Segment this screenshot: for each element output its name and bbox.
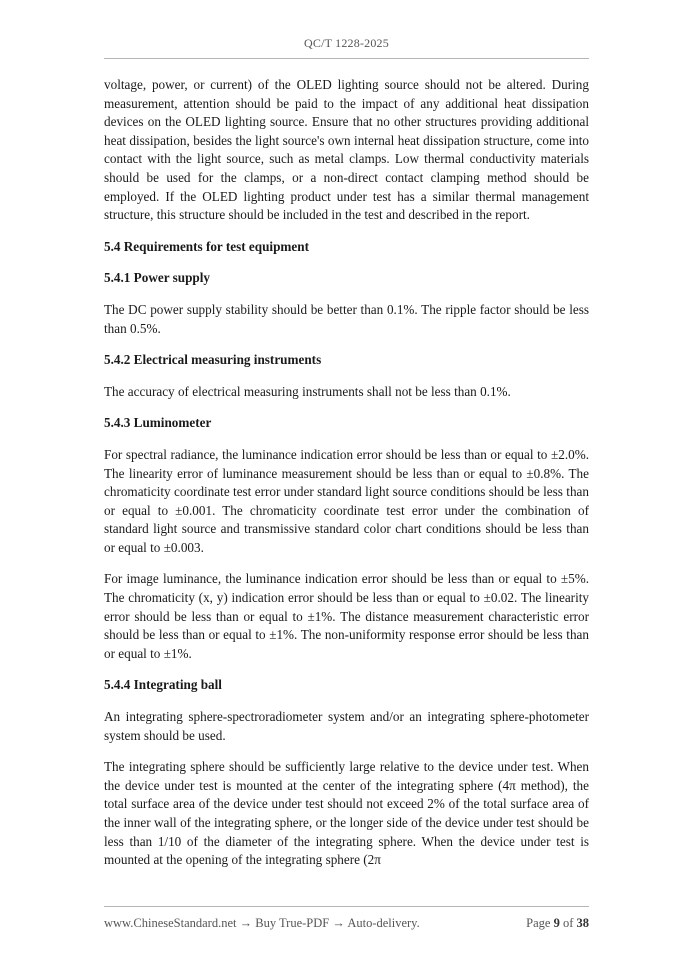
page-footer	[104, 916, 589, 931]
current-page: 9	[553, 916, 560, 930]
paragraph-power-supply: The DC power supply stability should be better than 0.1%. The ripple factor should be less than 0.5%.	[104, 301, 589, 336]
paragraph-image-luminance: For image luminance, the luminance indication error should be less than or equal to ±5%. The chromaticity (x, y) indication error should be less than or equal to ±0.02. The linearity error should be less than or equal to ±1%. The distance measurement characteristic error should be less than or equal to ±1%. The non-uniformity response error should be less than or equal to ±1%.	[104, 571, 589, 661]
total-pages: 38	[576, 916, 589, 930]
arrow-icon: →	[236, 916, 256, 930]
arrow-icon: →	[329, 916, 348, 930]
section-heading-5-4-1: 5.4.1 Power supply	[104, 270, 211, 286]
paragraph-electrical-instruments: The accuracy of electrical measuring instruments shall not be less than 0.1%.	[104, 383, 511, 399]
section-heading-5-4-2: 5.4.2 Electrical measuring instruments	[104, 352, 322, 368]
paragraph-integrating-sphere-size: The integrating sphere should be sufficiently large relative to the device under test. When the device under test is mounted at the center of the integrating sphere (4π method), the total surface area of the device under test should not exceed 2% of the total surface area of the inner wall of the integrating sphere, or the longer side of the device under test should be less than 1/10 of the diameter of the integrating sphere. When the device under test is mounted at the opening of the integrating sphere (2π	[104, 759, 589, 868]
page-word: Page	[526, 916, 554, 930]
of-word: of	[559, 916, 577, 930]
section-heading-5-4: 5.4 Requirements for test equipment	[104, 238, 309, 254]
footer-divider	[104, 906, 589, 907]
section-heading-5-4-4: 5.4.4 Integrating ball	[104, 677, 222, 693]
section-heading-5-4-3: 5.4.3 Luminometer	[104, 415, 212, 431]
page-header	[0, 36, 693, 51]
paragraph-intro: voltage, power, or current) of the OLED lighting source should not be altered. During measurement, attention should be paid to the impact of any additional heat dissipation devices on the OLED lighting source. Ensure that no other structures providing additional heat dissipation, besides the light source's own internal heat dissipation structure, come into contact with the light source, such as metal clamps. Low thermal conductivity materials should be used for the clamps, or a non-direct contact clamping method should be employed. If the OLED lighting product under test has a similar thermal management structure, this structure should be included in the test and described in the report.	[104, 77, 589, 223]
site-link[interactable]: www.ChineseStandard.net	[104, 916, 237, 930]
document-body	[104, 76, 589, 883]
paragraph-integrating-system: An integrating sphere-spectroradiometer system and/or an integrating sphere-photometer system should be used.	[104, 709, 589, 743]
buy-link[interactable]: Buy True-PDF	[255, 916, 330, 930]
footer-promo	[104, 916, 420, 931]
header-divider	[104, 58, 589, 59]
paragraph-spectral-radiance: For spectral radiance, the luminance indication error should be less than or equal to ±2.0%. The linearity error of luminance measurement should be less than or equal to ±0.8%. The chromaticity coordinate test error under standard light source conditions should be less than or equal to ±0.001. The chromaticity coordinate test error under the combination of standard light source and transmissive standard color chart conditions should be less than or equal to ±0.003.	[104, 446, 589, 555]
document-id: QC/T 1228-2025	[304, 36, 389, 50]
delivery-text: Auto-delivery.	[347, 916, 420, 930]
page-number	[526, 916, 589, 931]
